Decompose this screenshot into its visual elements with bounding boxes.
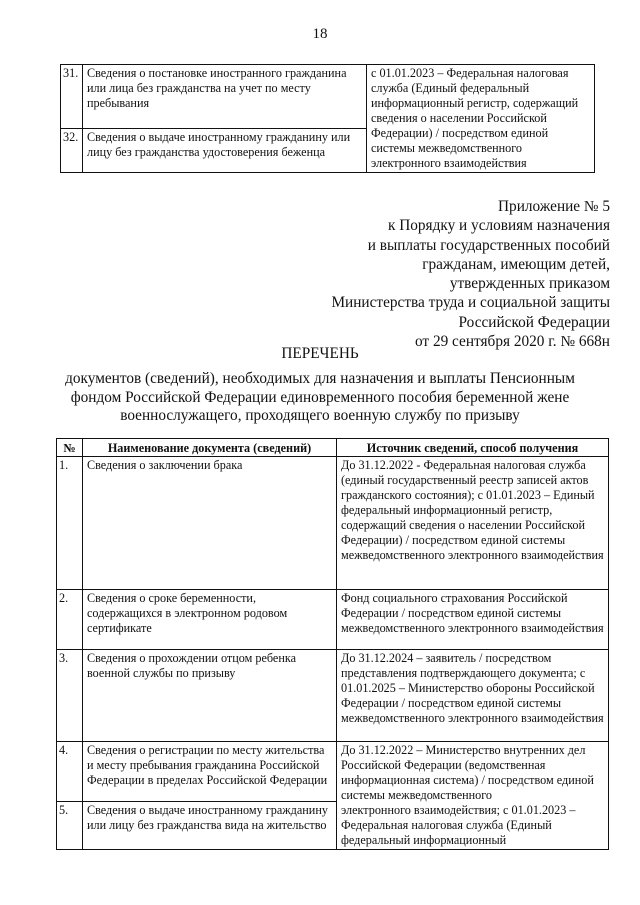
list-subtitle: документов (сведений), необходимых для назначения и выплаты Пенсионным фондом Российской Федерации единовременного пособия беременной жене военнослужащего, проходящего военную службу по призыву [65,370,575,424]
appendix-line: Министерства труда и социальной защиты [331,294,610,312]
document-name-cell: Сведения о постановке иностранного гражданина или лица без гражданства на учет по месту пребывания [83,65,367,129]
appendix-block [331,197,610,351]
appendix-line: от 29 сентября 2020 г. № 668н [414,333,610,351]
document-name-cell: Сведения о прохождении отцом ребенка военной службы по призыву [83,650,337,742]
row-number: 3. [57,650,83,742]
header-document-name: Наименование документа (сведений) [83,439,337,457]
source-cell: До 31.12.2022 - Федеральная налоговая служба (единый государственный реестр записей актов гражданского состояния); с 01.01.2023 – Единый федеральный информационный регистр, содержащий сведения о населении Российской Федерации) / посредством единой системы межведомственного электронного взаимодействия [337,457,609,590]
row-number: 32. [61,129,83,173]
header-number: № [57,439,83,457]
header-source: Источник сведений, способ получения [337,439,609,457]
source-text-part: До 31.12.2022 – Министерство внутренних дел Российской Федерации (ведомственная информационная система) / посредством единой системы межведомственного [341,743,594,802]
table-row [57,590,609,650]
row-number: 31. [61,65,83,129]
table-row [57,742,609,802]
row-number: 2. [57,590,83,650]
source-cell: Фонд социального страхования Российской Федерации / посредством единой системы межведомственного электронного взаимодействия [337,590,609,650]
appendix-line: Российской Федерации [458,313,610,331]
appendix-line: и выплаты государственных пособий [367,236,610,254]
top-table [60,64,595,173]
row-number: 5. [57,802,83,850]
table-row [61,65,595,129]
documents-table [56,438,609,850]
source-cell: с 01.01.2023 – Федеральная налоговая служба (Единый федеральный информационный регистр, содержащий сведения о населении Российской Федерации) / посредством единой системы межведомственного электронного взаимодействия [367,65,595,173]
table-row [57,457,609,590]
table-row [57,650,609,742]
source-cell [337,742,609,850]
document-name-cell: Сведения о выдаче иностранному гражданину или лицу без гражданства удостоверения беженца [83,129,367,173]
page-number: 18 [312,26,328,42]
source-text-part: электронного взаимодействия; с 01.01.2023 – Федеральная налоговая служба (Единый федеральный информационный [341,803,576,847]
document-name-cell: Сведения о регистрации по месту жительства и месту пребывания гражданина Российской Федерации в пределах Российской Федерации [83,742,337,802]
list-title: ПЕРЕЧЕНЬ [281,345,359,362]
row-number: 4. [57,742,83,802]
appendix-line: Приложение № 5 [498,198,610,215]
row-number: 1. [57,457,83,590]
appendix-line: утвержденных приказом [449,275,610,293]
document-name-cell: Сведения о заключении брака [83,457,337,590]
appendix-line: гражданам, имеющим детей, [422,255,610,273]
table-header-row [57,439,609,457]
appendix-line: к Порядку и условиям назначения [387,217,610,235]
document-name-cell: Сведения о сроке беременности, содержащихся в электронном родовом сертификате [83,590,337,650]
document-name-cell: Сведения о выдаче иностранному гражданину или лицу без гражданства вида на жительство [83,802,337,850]
source-cell: До 31.12.2024 – заявитель / посредством представления подтверждающего документа; с 01.01.2025 – Министерство обороны Российской Федерации / посредством единой системы межведомственного электронного взаимодействия [337,650,609,742]
